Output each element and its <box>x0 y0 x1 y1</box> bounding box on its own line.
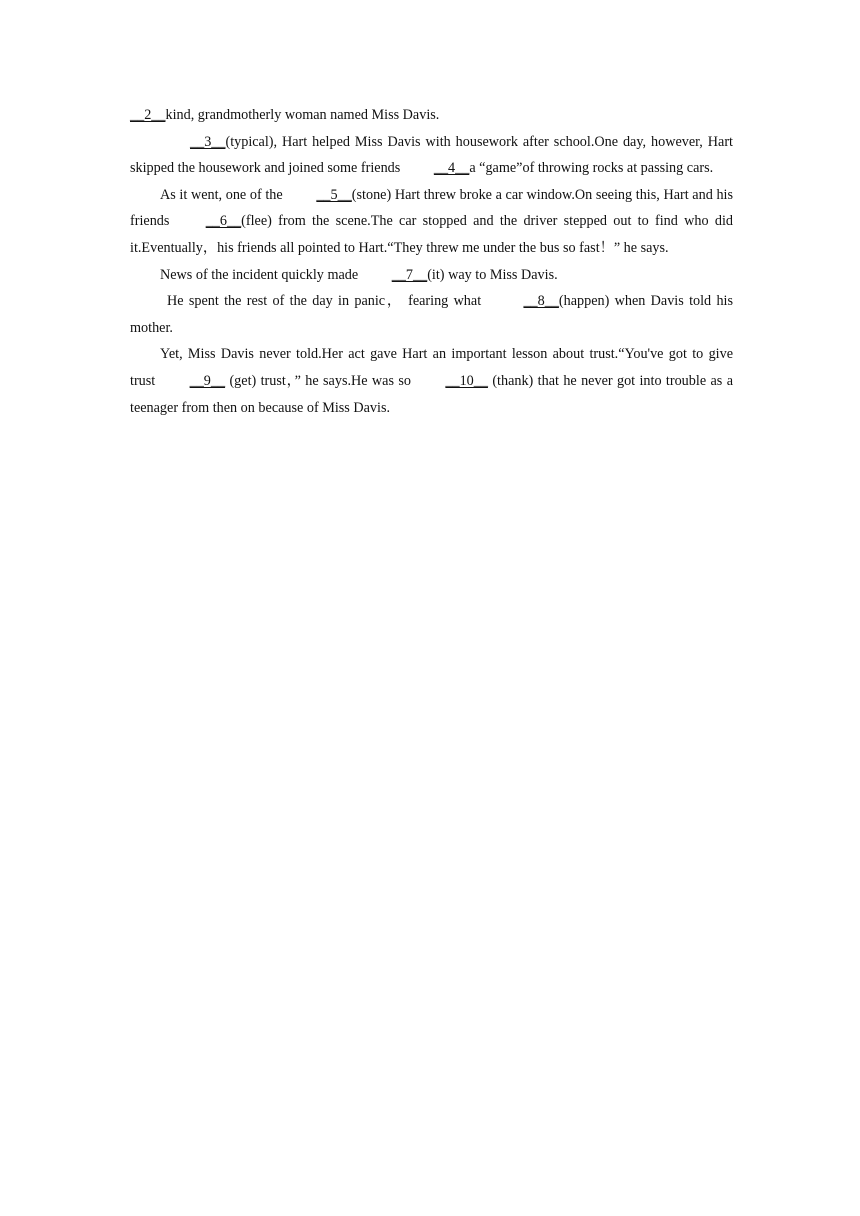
answer-blank: __8__ <box>523 293 559 310</box>
answer-blank: __9__ <box>189 372 226 389</box>
answer-blank: __7__ <box>391 266 428 283</box>
answer-blank: __2__ <box>130 107 166 123</box>
paragraph-text: He spent the rest of the day in panic， fearing what <box>167 293 487 310</box>
paragraph-text: kind, grandmotherly woman named Miss Davis. <box>165 107 440 123</box>
paragraph-text: As it went, one of the <box>160 186 287 203</box>
paragraph-text: (thank) that he never got into trouble as a teenager from then on because of Miss Davis. <box>130 372 733 416</box>
paragraph-text: Yet, Miss Davis never told.Her act gave Hart an important lesson about trust.“You've got to give trust <box>130 346 733 389</box>
answer-blank: __3__ <box>190 133 226 150</box>
paragraph-text: (happen) when Davis told his mother. <box>130 293 733 336</box>
paragraph-text: (typical), Hart helped Miss Davis with housework after school.One day, however, Hart skipped the housework and joined some friends <box>130 133 733 177</box>
paragraph-text: News of the incident quickly made <box>160 266 362 283</box>
paragraph <box>130 341 733 421</box>
paragraph-text: (get) trust，” he says.He was so <box>225 372 416 389</box>
paragraph-text: a “game”of throwing rocks at passing cars. <box>469 160 714 177</box>
paragraph-text: (stone) Hart threw broke a car window.On seeing this, Hart and his friends <box>130 186 734 230</box>
answer-blank: __10__ <box>445 372 488 389</box>
paragraph <box>130 129 733 182</box>
answer-blank: __4__ <box>433 160 470 177</box>
paragraph <box>130 182 733 262</box>
paragraph <box>130 102 733 129</box>
paragraph-text: (it) way to Miss Davis. <box>427 266 558 283</box>
paragraph-text: (flee) from the scene.The car stopped and the driver stepped out to find who did it.Eventually，his friends all pointed to Hart.“They threw me under the bus so fast！” he says. <box>130 213 733 256</box>
passage <box>130 102 733 421</box>
paragraph <box>130 262 733 289</box>
answer-blank: __5__ <box>316 186 352 203</box>
paragraph <box>130 288 733 341</box>
answer-blank: __6__ <box>205 213 242 230</box>
